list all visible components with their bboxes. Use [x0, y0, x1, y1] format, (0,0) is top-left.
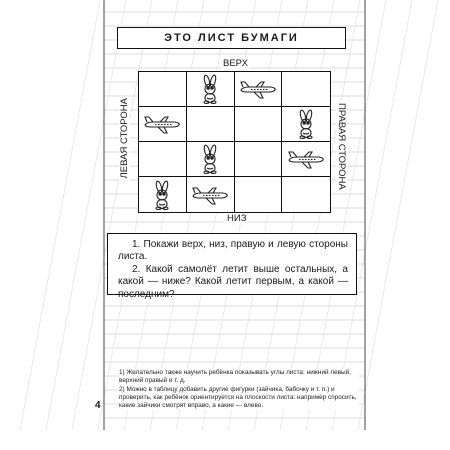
- airplane-icon: [239, 79, 277, 99]
- label-top: ВЕРХ: [223, 58, 248, 69]
- task-1: 1. Покажи верх, низ, правую и левую стороны листа.: [118, 239, 348, 263]
- grid-cell: [139, 142, 187, 177]
- footnote-2: 2) Можно в таблицу добавить другие фигурки (зайчика, бабочку и т. п.) и проверить, как ребёнок ориентируется на плоскости листа: например спросить, какие зайчики смотрят вправо, а какие — влево.: [119, 385, 357, 410]
- grid-cell: [187, 72, 235, 107]
- bunny-icon: [291, 109, 321, 139]
- airplane-icon: [143, 114, 181, 134]
- grid-cell: [235, 107, 283, 142]
- grid-cell: [282, 177, 330, 212]
- grid-cell: [282, 107, 330, 142]
- page-number: 4: [95, 400, 101, 411]
- grid-cell: [235, 142, 283, 177]
- bunny-icon: [195, 144, 225, 174]
- footnotes: [119, 369, 359, 410]
- grid-cell: [282, 72, 330, 107]
- grid-cell: [282, 142, 330, 177]
- grid-cell: [139, 107, 187, 142]
- airplane-icon: [287, 149, 325, 169]
- grid-cell: [139, 177, 187, 212]
- grid-cell: [235, 72, 283, 107]
- label-left: ЛЕВАЯ СТОРОНА: [119, 98, 130, 179]
- footnote-1: 1) Желательно также научить ребёнка показывать углы листа: нижний левый, верхний правый и т. д.: [119, 369, 351, 385]
- grid-cell: [187, 142, 235, 177]
- grid-cell: [187, 177, 235, 212]
- label-right: ПРАВАЯ СТОРОНА: [336, 103, 347, 190]
- picture-grid: [138, 71, 331, 213]
- grid-cell: [139, 72, 187, 107]
- bunny-icon: [147, 180, 177, 210]
- bunny-icon: [195, 74, 225, 104]
- label-bottom: НИЗ: [227, 213, 247, 224]
- grid-cell: [187, 107, 235, 142]
- grid-cell: [235, 177, 283, 212]
- task-box: [107, 233, 357, 300]
- airplane-icon: [191, 185, 229, 205]
- page-title: ЭТО ЛИСТ БУМАГИ: [117, 27, 346, 49]
- task-2: 2. Какой самолёт летит выше остальных, а какой — ниже? Какой летит первым, а какой — последним?: [118, 263, 348, 300]
